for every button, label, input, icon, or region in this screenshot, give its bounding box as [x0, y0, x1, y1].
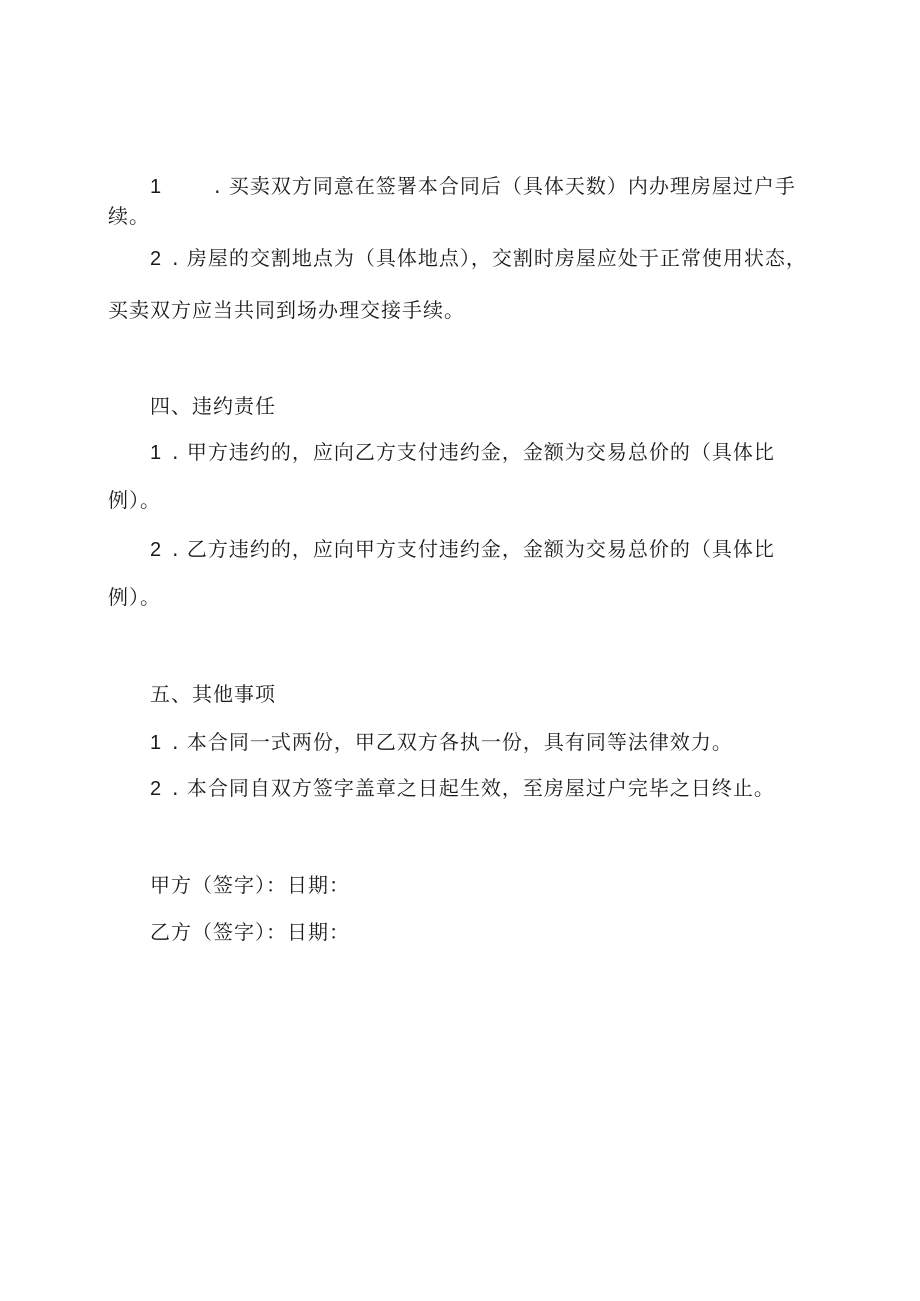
s4-item1-line1 [150, 438, 850, 467]
s5-item2-text: . 本合同自双方签字盖章之日起生效，至房屋过户完毕之日终止。 [172, 776, 775, 800]
s4-item2-text: . 乙方违约的，应向甲方支付违约金，金额为交易总价的（具体比 [172, 537, 775, 561]
s5-item1-number: 1 [150, 732, 163, 754]
party-b-signature-line: 乙方（签字）：日期： [150, 920, 350, 944]
s4-item2-line1 [150, 535, 850, 564]
s5-item2-number: 2 [150, 778, 163, 800]
s4-item2-line2: 例）。 [108, 585, 161, 609]
s3-item2-line1 [150, 244, 850, 273]
s4-heading: 四、违约责任 [150, 394, 276, 418]
s4-item1-line2: 例）。 [108, 488, 161, 512]
s3-item1-line2: 续。 [108, 204, 150, 228]
s5-item2-line1 [150, 774, 850, 803]
s3-item1-text: . 买卖双方同意在签署本合同后（具体天数）内办理房屋过户手 [214, 174, 796, 198]
s3-item1-line1 [150, 172, 850, 201]
s4-item2-number: 2 [150, 539, 163, 561]
s5-heading: 五、其他事项 [150, 682, 276, 706]
s4-item1-number: 1 [150, 442, 163, 464]
s5-item1-text: . 本合同一式两份，甲乙双方各执一份，具有同等法律效力。 [172, 730, 733, 754]
s3-item2-line2: 买卖双方应当共同到场办理交接手续。 [108, 298, 465, 322]
s4-item1-text: . 甲方违约的，应向乙方支付违约金，金额为交易总价的（具体比 [172, 440, 775, 464]
s5-item1-line1 [150, 728, 850, 757]
s3-item2-text: . 房屋的交割地点为（具体地点），交割时房屋应处于正常使用状态， [172, 246, 807, 270]
s3-item1-number: 1 [150, 176, 163, 198]
party-a-signature-line: 甲方（签字）：日期： [150, 873, 350, 897]
s3-item2-number: 2 [150, 248, 163, 270]
